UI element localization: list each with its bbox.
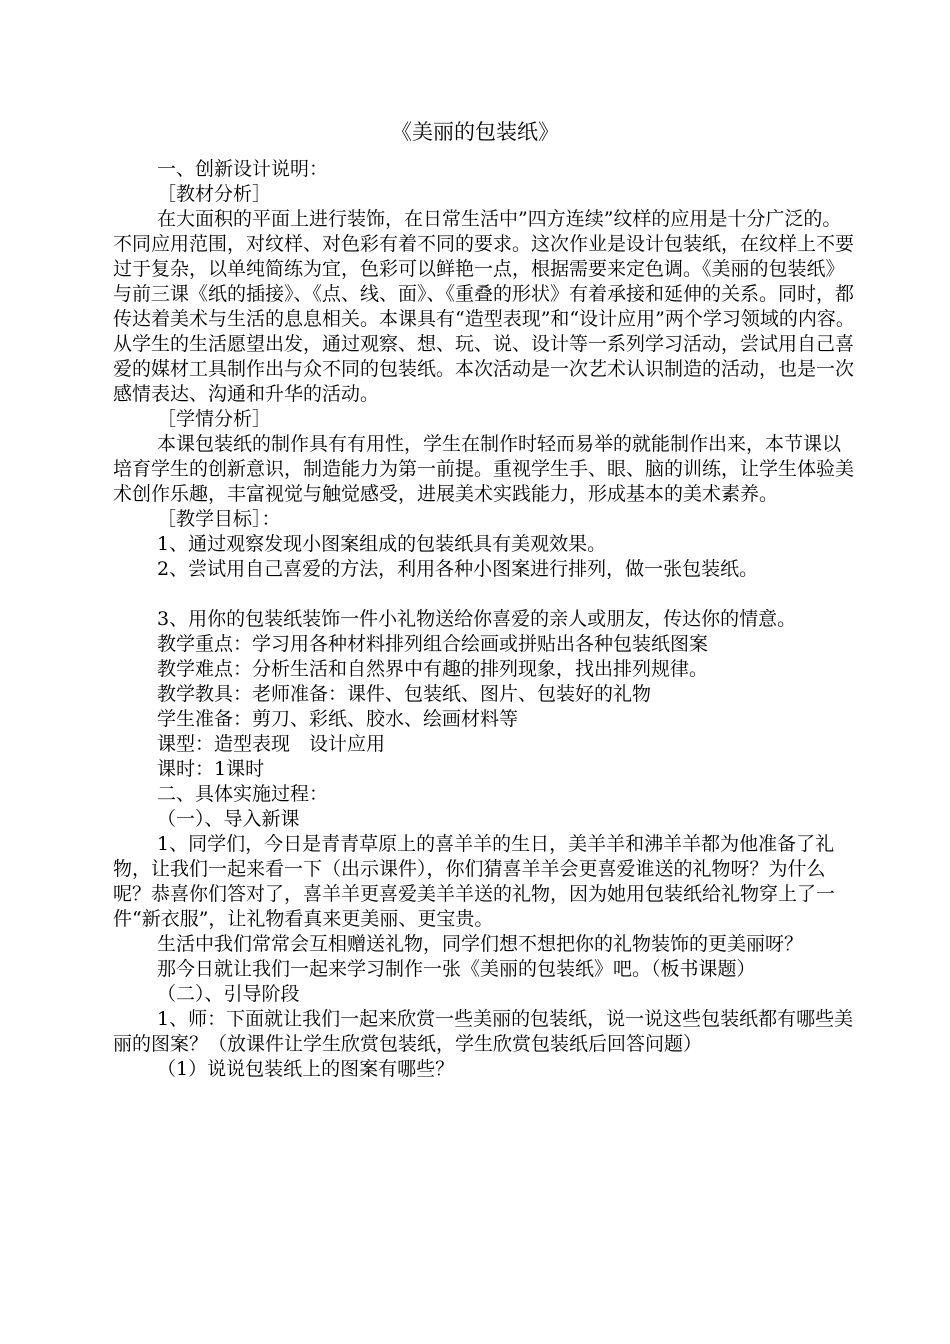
subsection-heading: ［教材分析］ [157,183,272,205]
subsection-heading: （一）、导入新课 [157,808,300,830]
paragraph: 在大面积的平面上进行装饰，在日常生活中”四方连续”纹样的应用是十分广泛的。不同应用范围，对纹样、对色彩有着不同的要求。这次作业是设计包装纸，在纹样上不要过于复杂，以单纯简练为宜，色彩可以鲜艳一点，根据需要来定色调。《美丽的包装纸》与前三课《纸的插接》、《点、线、面》、《重叠的形状》有着承接和延伸的关系。同时，都传达着美术与生活的息息相关。本课具有“造型表现”和“设计应用”两个学习领域的内容。从学生的生活愿望出发，通过观察、想、玩、说、设计等一系列学习活动，尝试用自己喜爱的媒材工具制作出与众不同的包装纸。本次活动是一次艺术认识制造的活动，也是一次感情表达、沟通和升华的活动。 [113,208,855,405]
paragraph: 学生准备：剪刀、彩纸、胶水、绘画材料等 [157,708,519,730]
list-item: 1、通过观察发现小图案组成的包装纸具有美观效果。 [157,533,607,555]
paragraph: 1、师：下面就让我们一起来欣赏一些美丽的包装纸，说一说这些包装纸都有哪些美丽的图案？（放课件让学生欣赏包装纸，学生欣赏包装纸后回答问题） [113,1008,854,1055]
document-body [113,157,858,1082]
paragraph: 教学难点：分析生活和自然界中有趣的排列现象，找出排列规律。 [157,658,709,680]
subsection-heading: （二）、引导阶段 [157,983,300,1005]
paragraph: （1）说说包装纸上的图案有哪些？ [157,1058,455,1080]
subsection-heading: ［教学目标］： [157,508,281,530]
paragraph: 那今日就让我们一起来学习制作一张《美丽的包装纸》吧。（板书课题） [157,958,756,980]
paragraph: 教学重点：学习用各种材料排列组合绘画或拼贴出各种包装纸图案 [157,633,709,655]
paragraph: 1、同学们，今日是青青草原上的喜羊羊的生日，美羊羊和沸羊羊都为他准备了礼物，让我们一起来看一下（出示课件），你们猜喜羊羊会更喜爱谁送的礼物呀？为什么呢？恭喜你们答对了，喜羊羊更喜爱美羊羊送的礼物，因为她用包装纸给礼物穿上了一件“新衣服”，让礼物看真来更美丽、更宝贵。 [113,833,836,930]
list-item: 3、用你的包装纸装饰一件小礼物送给你喜爱的亲人或朋友，传达你的情意。 [157,608,797,630]
list-item: 2、尝试用自己喜爱的方法，利用各种小图案进行排列，做一张包装纸。 [157,558,759,580]
subsection-heading: ［学情分析］ [157,408,272,430]
paragraph: 生活中我们常常会互相赠送礼物，同学们想不想把你的礼物装饰的更美丽呀？ [157,933,804,955]
paragraph: 教学教具：老师准备：课件、包装纸、图片、包装好的礼物 [157,683,652,705]
paragraph: 课型：造型表现 设计应用 [157,733,386,755]
section-heading: 二、具体实施过程： [157,783,329,805]
document-title: 《美丽的包装纸》 [391,120,559,144]
paragraph: 本课包装纸的制作具有有用性，学生在制作时轻而易举的就能制作出来，本节课以培育学生的创新意识，制造能力为第一前提。重视学生手、眼、脑的训练，让学生体验美术创作乐趣，丰富视觉与触觉感受，进展美术实践能力，形成基本的美术素养。 [113,433,855,505]
section-heading: 一、创新设计说明： [157,158,329,180]
paragraph: 课时：1课时 [157,758,265,780]
